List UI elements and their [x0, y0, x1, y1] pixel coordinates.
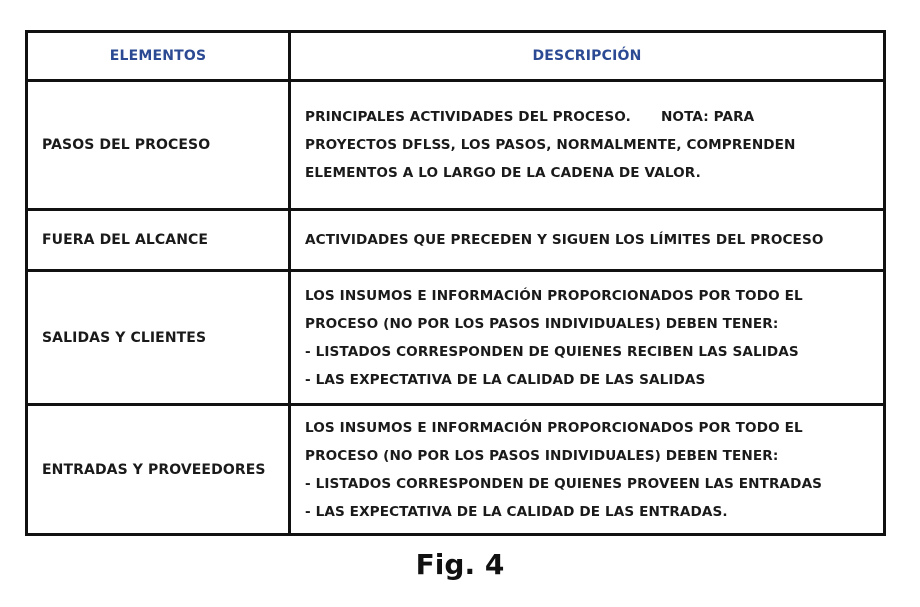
description-line: PROCESO (NO POR LOS PASOS INDIVIDUALES) DEBEN TENER: [305, 315, 779, 332]
row-label-cell [28, 406, 288, 533]
header-cell-elementos [28, 33, 288, 79]
row-label-entradas-y-proveedores: ENTRADAS Y PROVEEDORES [42, 461, 266, 478]
row-description-pasos [305, 103, 796, 187]
table-row [28, 79, 883, 208]
row-description-entradas [305, 414, 822, 526]
description-line: ACTIVIDADES QUE PRECEDEN Y SIGUEN LOS LÍMITES DEL PROCESO [305, 232, 824, 248]
description-line: LOS INSUMOS E INFORMACIÓN PROPORCIONADOS POR TODO EL [305, 419, 803, 436]
table-row [28, 269, 883, 403]
description-text: PRINCIPALES ACTIVIDADES DEL PROCESO. [305, 109, 631, 125]
figure-caption: Fig. 4 [415, 548, 505, 581]
header-elementos: ELEMENTOS [109, 48, 207, 64]
description-line: ELEMENTOS A LO LARGO DE LA CADENA DE VALOR. [305, 165, 701, 181]
description-line: - LAS EXPECTATIVA DE LA CALIDAD DE LAS SALIDAS [305, 371, 706, 388]
header-cell-descripcion [288, 33, 883, 79]
description-line: - LISTADOS CORRESPONDEN DE QUIENES RECIBEN LAS SALIDAS [305, 343, 799, 360]
description-line [305, 103, 796, 131]
row-label-salidas-y-clientes: SALIDAS Y CLIENTES [42, 329, 207, 346]
row-description-cell [288, 82, 883, 208]
description-line: - LAS EXPECTATIVA DE LA CALIDAD DE LAS ENTRADAS. [305, 503, 728, 520]
row-label-cell [28, 82, 288, 208]
table-row [28, 208, 883, 269]
header-descripcion: DESCRIPCIÓN [532, 48, 642, 64]
table-header-row [28, 33, 883, 79]
row-description-salidas [305, 282, 803, 394]
description-line: PROYECTOS DFLSS, LOS PASOS, NORMALMENTE, COMPRENDEN [305, 137, 796, 153]
row-description-cell [288, 211, 883, 269]
row-label-pasos-del-proceso: PASOS DEL PROCESO [42, 137, 211, 153]
description-note: NOTA: PARA [660, 109, 755, 125]
description-line: PROCESO (NO POR LOS PASOS INDIVIDUALES) DEBEN TENER: [305, 447, 779, 464]
description-line: - LISTADOS CORRESPONDEN DE QUIENES PROVEEN LAS ENTRADAS [305, 475, 823, 492]
row-label-cell [28, 211, 288, 269]
row-label-fuera-del-alcance: FUERA DEL ALCANCE [42, 232, 209, 248]
row-description-cell [288, 406, 883, 533]
table-row [28, 403, 883, 533]
row-label-cell [28, 272, 288, 403]
row-description-cell [288, 272, 883, 403]
row-description-fuera [305, 226, 824, 254]
elements-table [25, 30, 886, 536]
description-line: LOS INSUMOS E INFORMACIÓN PROPORCIONADOS POR TODO EL [305, 287, 803, 304]
